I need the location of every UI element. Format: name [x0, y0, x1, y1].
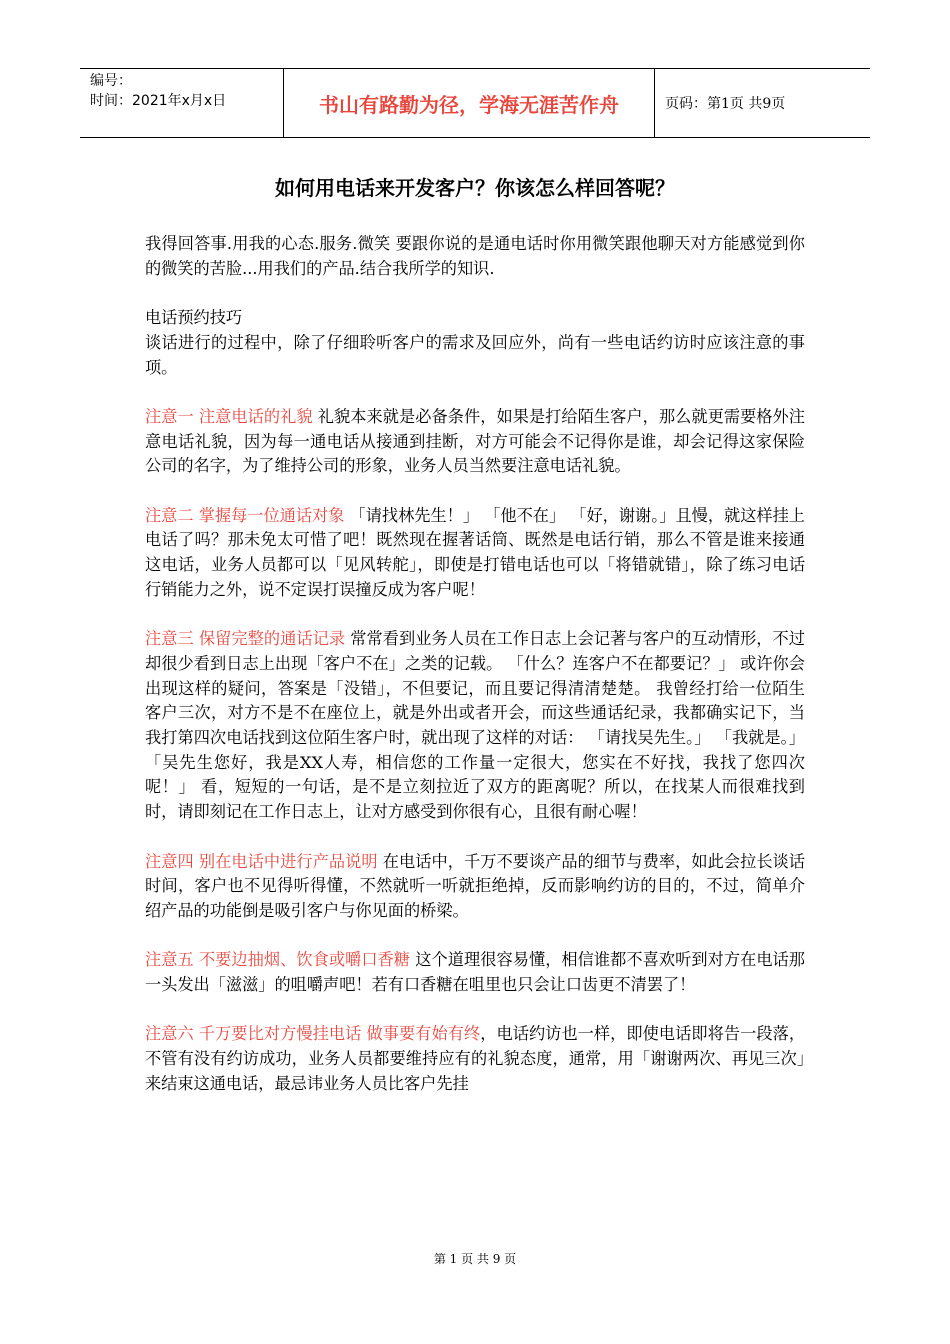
page-header — [80, 68, 870, 138]
note-heading: 注意一 注意电话的礼貌 — [145, 406, 313, 426]
header-time-label: 时间：2021年x月x日 — [90, 93, 227, 109]
note-text: 这个道理很容易懂，相信谁都不喜欢听到对方在电话那一头发出「滋滋」的咀嚼声吧！若有口香糖在咀里也只会让口齿更不清罢了！ — [145, 950, 805, 994]
note-heading: 注意四 别在电话中进行产品说明 — [145, 851, 378, 871]
header-code-label: 编号： — [90, 73, 132, 89]
document-body — [145, 232, 805, 1097]
intro-paragraph: 我得回答事.用我的心态.服务.微笑 要跟你说的是通电话时你用微笑跟他聊天对方能感觉到你的微笑的苦脸...用我们的产品.结合我所学的知识. — [145, 234, 805, 278]
note-paragraph — [145, 1022, 805, 1096]
note-heading: 注意五 不要边抽烟、饮食或嚼口香糖 — [145, 950, 411, 970]
note-heading: 注意三 保留完整的通话记录 — [145, 629, 346, 649]
note-text: 礼貌本来就是必备条件，如果是打给陌生客户，那么就更需要格外注意电话礼貌，因为每一通电话从接通到挂断，对方可能会不记得你是谁，却会记得这家保险公司的名字，为了维持公司的形象，业务人员当然要注意电话礼貌。 — [145, 406, 805, 476]
note-text: 常常看到业务人员在工作日志上会记著与客户的互动情形，不过却很少看到日志上出现「客户不在」之类的记载。 「什么？连客户不在都要记？」 或许你会出现这样的疑问，答案是「没错」，不但要记，而且要记得清清楚楚。 我曾经打给一位陌生客户三次，对方不是不在座位上，就是外出或者开会，而这些通话纪录，我都确实记下，当我打第四次电话找到这位陌生客户时，就出现了这样的对话： 「请找吴先生。」 「我就是。」「吴先生您好，我是XX人寿，相信您的工作量一定很大，您实在不好找，我找了您四次呢！」 看，短短的一句话，是不是立刻拉近了双方的距离呢？所以，在找某人而很难找到时，请即刻记在工作日志上，让对方感受到你很有心，且很有耐心喔！ — [145, 629, 805, 822]
header-meta — [80, 69, 283, 137]
header-page-info: 页码：第1页 共9页 — [665, 96, 786, 112]
note-text: 在电话中，千万不要谈产品的细节与费率，如此会拉长谈话时间，客户也不见得听得懂，不然就听一听就拒绝掉，反而影响约访的目的，不过，简单介绍产品的功能倒是吸引客户与你见面的桥梁。 — [145, 851, 805, 920]
note-paragraph — [145, 627, 805, 825]
document-title: 如何用电话来开发客户？你该怎么样回答呢？ — [275, 176, 675, 200]
header-motto: 书山有路勤为径，学海无涯苦作舟 — [283, 69, 655, 137]
note-paragraph — [145, 850, 805, 924]
page-footer: 第 1 页 共 9 页 — [433, 1252, 517, 1266]
note-paragraph — [145, 504, 805, 603]
note-paragraph — [145, 405, 805, 479]
note-paragraph — [145, 948, 805, 997]
section-heading: 电话预约技巧 — [145, 308, 243, 328]
note-text: ，电话约访也一样，即使电话即将告一段落，不管有没有约访成功，业务人员都要维持应有的礼貌态度，通常，用「谢谢两次、再见三次」来结束这通电话，最忌讳业务人员比客户先挂 — [145, 1024, 806, 1093]
note-heading: 注意二 掌握每一位通话对象 — [145, 505, 345, 525]
section-intro: 谈话进行的过程中，除了仔细聆听客户的需求及回应外，尚有一些电话约访时应该注意的事项。 — [145, 332, 805, 377]
note-heading: 注意六 千万要比对方慢挂电话 做事要有始有终 — [145, 1024, 481, 1044]
note-text: 「请找林先生！」 「他不在」 「好，谢谢。」且慢，就这样挂上电话了吗？那未免太可惜了吧！既然现在握著话筒、既然是电话行销，那么不管是谁来接通这电话，业务人员都可以「见风转舵」，即使是打错电话也可以「将错就错」，除了练习电话行销能力之外，说不定误打误撞反成为客户呢！ — [145, 505, 805, 599]
